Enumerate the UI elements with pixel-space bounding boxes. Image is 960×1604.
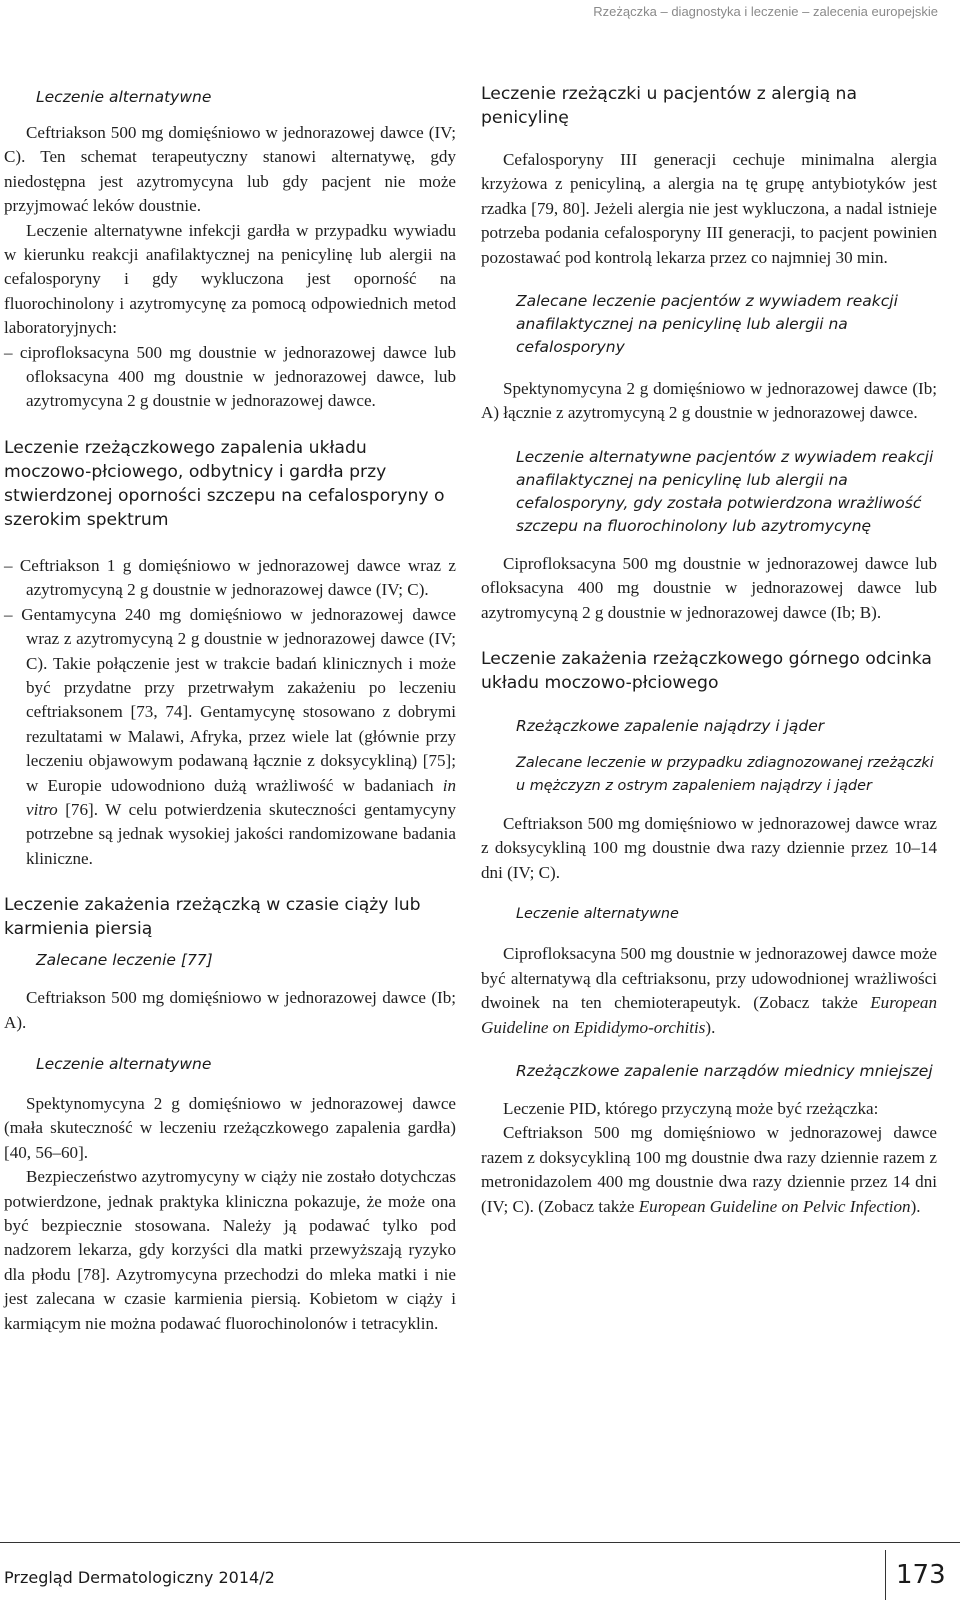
dash-item-gentamicin	[4, 603, 456, 871]
subheading-pregnancy-alternative: Leczenie alternatywne	[36, 1054, 212, 1073]
gentamicin-text-b: [76]. W celu potwierdzenia skuteczności gentamycyny potrzebne są jednak wysokiej jakości randomizowane badania kliniczne.	[26, 799, 456, 868]
subheading-anaphylaxis-recommended: Zalecane leczenie pacjentów z wywiadem reakcji anafilaktycznej na penicylinę lub alergii na cefalosporyny	[516, 292, 898, 357]
pid-text-italic: European Guideline on Pelvic Infection	[638, 1196, 911, 1216]
section-heading-penicillin-allergy: Leczenie rzeżączki u pacjentów z alergią na penicylinę	[481, 84, 857, 128]
running-header: Rzeżączka – diagnostyka i leczenie – zalecenia europejskie	[593, 4, 938, 19]
footer-journal-title: Przegląd Dermatologiczny 2014/2	[4, 1568, 275, 1587]
gentamicin-text-italic: in vitro	[26, 775, 456, 819]
footer-rule	[0, 1542, 960, 1543]
right-column	[481, 82, 937, 1219]
section-heading-resistance: Leczenie rzeżączkowego zapalenia układu moczowo-płciowego, odbytnicy i gardła przy stwierdzonej oporności szczepu na cefalosporyny o szerokim spektrum	[4, 437, 445, 530]
paragraph-spectinomycin: Spektynomycyna 2 g domięśniowo w jednorazowej dawce (mała skuteczność w leczeniu rzeżączkowego zapalenia gardła) [40, 56–60].	[4, 1093, 456, 1162]
epididymitis-alt-text-b: ).	[705, 1017, 716, 1037]
subheading-alternative-treatment: Leczenie alternatywne	[36, 88, 212, 106]
paragraph-cephalosporin-allergy: Cefalosporyny III generacji cechuje minimalna alergia krzyżowa z penicyliną, a alergia na tę grupę antybiotyków jest rzadka [79, 80]. Jeżeli alergia nie jest wykluczona, a nadal istnieje potrzeba podania cefalosporyny III generacji, to pacjent powinien pozostawać pod kontrolą lekarza przez co najmniej 30 min.	[481, 150, 937, 267]
subheading-recommended-77: Zalecane leczenie [77]	[36, 951, 213, 970]
dash-item-ciprofloxacin: – ciprofloksacyna 500 mg doustnie w jednorazowej dawce lub ofloksacyna 400 mg doustnie w jednorazowej dawce, lub azytromycyna 2 g doustnie w jednorazowej dawce.	[4, 342, 456, 411]
subheading-epididymitis-recommended: Zalecane leczenie w przypadku zdiagnozowanej rzeżączki u mężczyzn z ostrym zapaleniem najądrzy i jąder	[516, 755, 934, 795]
epididymitis-alt-text-a: Ciprofloksacyna 500 mg doustnie w jednorazowej dawce może być alternatywą dla ceftriaksonu, przy udowodnionej wrażliwości dwoinek na ten chemioterapeutyk. (Zobacz także	[481, 944, 937, 1013]
section-heading-upper-tract: Leczenie zakażenia rzeżączkowego górnego odcinka układu moczowo-płciowego	[481, 649, 932, 694]
epididymitis-alt-text-italic: European Guideline on Epididymo-orchitis	[481, 993, 937, 1037]
subheading-epididymitis: Rzeżączkowe zapalenie najądrzy i jąder	[516, 717, 825, 736]
paragraph-alternative-ceftriaxone: Ceftriakson 500 mg domięśniowo w jednorazowej dawce (IV; C). Ten schemat terapeutyczny stanowi alternatywę, gdy niedostępna jest azytromycyna lub gdy pacjent nie może przyjmować leków doustnie.	[4, 123, 456, 216]
paragraph-epididymitis-alternative	[481, 942, 937, 1040]
footer-page-divider	[885, 1550, 886, 1600]
paragraph-azithromycin-safety: Bezpieczeństwo azytromycyny w ciąży nie zostało dotychczas potwierdzone, jednak praktyka kliniczna pokazuje, że może ona być bezpiecznie stosowana. Należy ją podawać tylko pod nadzorem lekarza, gdy korzyści dla matki przewyższają ryzyko dla płodu [78]. Azytromycyna przechodzi do mleka matki i nie jest zalecana w czasie karmienia piersią. Kobietom w ciąży i karmiącym nie można podawać fluorochinolonów i tetracyklin.	[4, 1167, 456, 1333]
gentamicin-text-a: – Gentamycyna 240 mg domięśniowo w jednorazowej dawce wraz z azytromycyną 2 g doustnie w jednorazowej dawce (IV; C). Takie połączenie jest w trakcie badań klinicznych i może być przydatne przy przetrwałym zakażeniu po leczeniu ceftriaksonem [73, 74]. Gentamycynę stosowano z dobrymi rezultatami w Malawi, Afryka, przez wiele lat (głównie przy leczeniu objawowym podawaną łącznie z doksycykliną) [75]; w Europie udowodniono dużą wrażliwość w badaniach	[4, 604, 456, 795]
subheading-anaphylaxis-alternative: Leczenie alternatywne pacjentów z wywiadem reakcji anafilaktycznej na penicylinę lub alergii na cefalosporyny, gdy została potwierdzona wrażliwość szczepu na fluorochinolony lub azytromycynę	[516, 447, 934, 535]
paragraph-ciprofloxacin-ofloxacin: Ciprofloksacyna 500 mg doustnie w jednorazowej dawce lub ofloksacyna 400 mg doustnie w jednorazowej dawce lub azytromycyną 2 g doustnie w jednorazowej dawce (Ib; B).	[481, 553, 937, 622]
paragraph-pid-treatment	[481, 1121, 937, 1219]
paragraph-epididymitis-treatment: Ceftriakson 500 mg domięśniowo w jednorazowej dawce wraz z doksycykliną 100 mg doustnie dwa razy dziennie przez 10–14 dni (IV; C).	[481, 814, 937, 882]
page-number: 173	[896, 1560, 946, 1590]
paragraph-pregnancy-recommended: Ceftriakson 500 mg domięśniowo w jednorazowej dawce (Ib; A).	[4, 988, 456, 1032]
pid-text-b: ).	[910, 1196, 921, 1216]
paragraph-spectinomycin-azithromycin: Spektynomycyna 2 g domięśniowo w jednorazowej dawce (Ib; A) łącznie z azytromycyną 2 g doustnie w jednorazowej dawce.	[481, 379, 937, 423]
paragraph-pid-intro: Leczenie PID, którego przyczyną może być rzeżączka:	[503, 1098, 879, 1118]
subheading-pid: Rzeżączkowe zapalenie narządów miednicy mniejszej	[516, 1061, 933, 1080]
subheading-epididymitis-alternative: Leczenie alternatywne	[516, 906, 679, 923]
paragraph-alternative-pharyngeal: Leczenie alternatywne infekcji gardła w przypadku wywiadu w kierunku reakcji anafilaktycznej na penicylinę lub alergii na cefalosporyny i gdy wykluczona jest oporność na fluorochinolony i azytromycynę za pomocą odpowiednich metod laboratoryjnych:	[4, 220, 456, 338]
pid-text-a: Ceftriakson 500 mg domięśniowo w jednorazowej dawce razem z doksycykliną 100 mg doustnie dwa razy dziennie razem z metronidazolem 400 mg doustnie dwa razy dziennie przez 14 dni (IV; C). (Zobacz także	[481, 1123, 937, 1216]
section-heading-pregnancy: Leczenie zakażenia rzeżączką w czasie ciąży lub karmienia piersią	[4, 895, 421, 940]
dash-item-ceftriaxone-1g: – Ceftriakson 1 g domięśniowo w jednorazowej dawce wraz z azytromycyną 2 g doustnie w jednorazowej dawce (IV; C).	[4, 555, 456, 600]
left-column	[4, 82, 456, 1336]
